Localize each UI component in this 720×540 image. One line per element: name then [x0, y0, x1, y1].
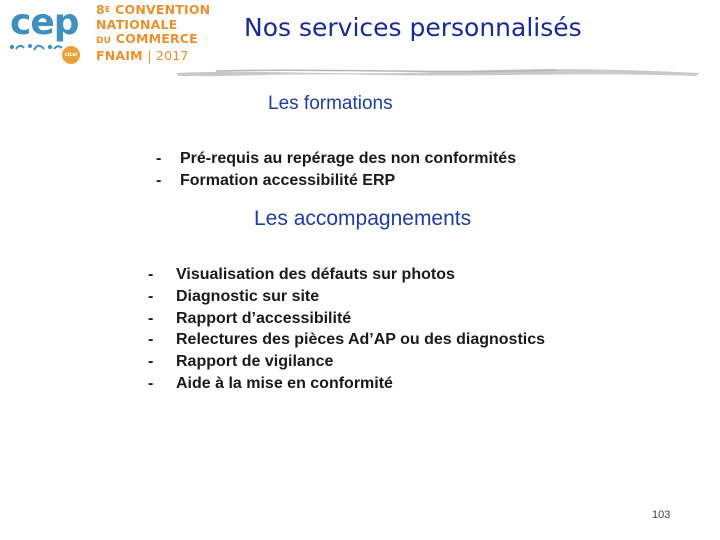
list-item: - Visualisation des défauts sur photos: [148, 264, 545, 286]
list-item: - Pré-requis au repérage des non conformités: [156, 148, 516, 170]
bullet-dash: -: [148, 374, 154, 392]
convention-fnaim: FNAIM: [96, 47, 143, 63]
list-item: - Formation accessibilité ERP: [156, 170, 516, 192]
bullet-dash: -: [148, 287, 154, 305]
convention-nationale: NATIONALE: [96, 16, 178, 32]
bullet-dash: -: [156, 150, 162, 167]
bullet-dash: -: [148, 331, 154, 349]
bullet-dash: -: [156, 171, 162, 189]
convention-number: 8: [96, 2, 105, 17]
page-title: Nos services personnalisés: [244, 13, 582, 42]
title-underline-brush: [176, 64, 700, 80]
formations-list: [156, 148, 516, 191]
event-logo: [4, 2, 211, 66]
convention-du: DU: [96, 36, 112, 47]
list-item: - Rapport d’accessibilité: [148, 308, 545, 330]
convention-wordmark: $8^E$ CONVENTION NATIONALE DU COMMERCE FNAIM | 2017: [96, 2, 211, 63]
convention-year: 2017: [155, 47, 189, 63]
bullet-dash: -: [148, 309, 154, 327]
cep-logo-wordmark: cep: [10, 2, 79, 43]
convention-commerce: COMMERCE: [115, 31, 198, 47]
convention-ordinal: E: [104, 5, 111, 14]
cical-badge: cical: [62, 46, 80, 64]
convention-word: CONVENTION: [115, 2, 211, 17]
list-item: - Rapport de vigilance: [148, 351, 545, 373]
list-item: - Aide à la mise en conformité: [148, 373, 545, 395]
formations-heading: Les formations: [268, 93, 393, 114]
accompagnements-heading: Les accompagnements: [254, 207, 472, 230]
accompagnements-list: [148, 264, 545, 395]
page-number: 103: [652, 509, 671, 521]
bullet-dash: -: [148, 353, 154, 371]
list-item: - Relectures des pièces Ad’AP ou des diagnostics: [148, 329, 545, 351]
list-item: - Diagnostic sur site: [148, 286, 545, 308]
bullet-dash: -: [148, 266, 154, 283]
